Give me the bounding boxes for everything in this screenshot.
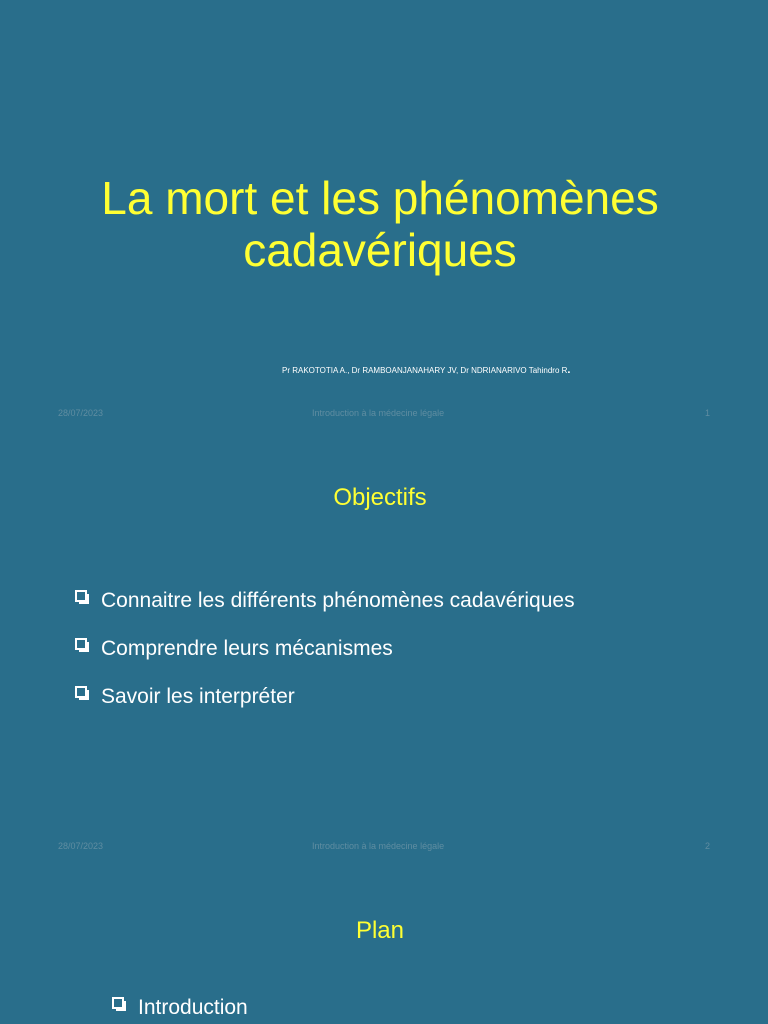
- slide2-heading: Objectifs: [333, 484, 427, 511]
- authors-text: Pr RAKOTOTIA A., Dr RAMBOANJANAHARY JV, Dr NDRIANARIVO Tahindro R: [282, 366, 568, 375]
- slide3-bullet-1: [112, 996, 248, 1020]
- slide3-heading: Plan: [355, 917, 405, 944]
- bullet-text: Comprendre leurs mécanismes: [101, 637, 393, 660]
- slide2-footer-page: 2: [705, 841, 711, 851]
- slide1-authors: [282, 364, 570, 376]
- checkbox-icon: [75, 590, 87, 602]
- slide1-footer-date: 28/07/2023: [58, 408, 104, 418]
- bullet-text: Introduction: [138, 996, 248, 1019]
- slide2-bullet-2: [75, 637, 393, 661]
- slide1-title-line1: La mort et les phénomènes: [101, 172, 659, 224]
- slide1-footer-page: 1: [705, 408, 711, 418]
- slide2-footer-date: 28/07/2023: [58, 841, 104, 851]
- bullet-text: Connaitre les différents phénomènes cadavériques: [101, 589, 575, 612]
- slide2-footer-center: Introduction à la médecine légale: [312, 841, 445, 851]
- slide2-bullet-1: [75, 589, 575, 613]
- slide2-bullet-3: [75, 685, 295, 709]
- slide1-footer-center: Introduction à la médecine légale: [312, 408, 445, 418]
- checkbox-icon: [75, 686, 87, 698]
- slide1-title: [0, 172, 760, 276]
- authors-suffix: .: [567, 364, 571, 376]
- bullet-text: Savoir les interpréter: [101, 685, 295, 708]
- checkbox-icon: [112, 997, 124, 1009]
- slide1-title-line2: cadavériques: [243, 224, 517, 276]
- checkbox-icon: [75, 638, 87, 650]
